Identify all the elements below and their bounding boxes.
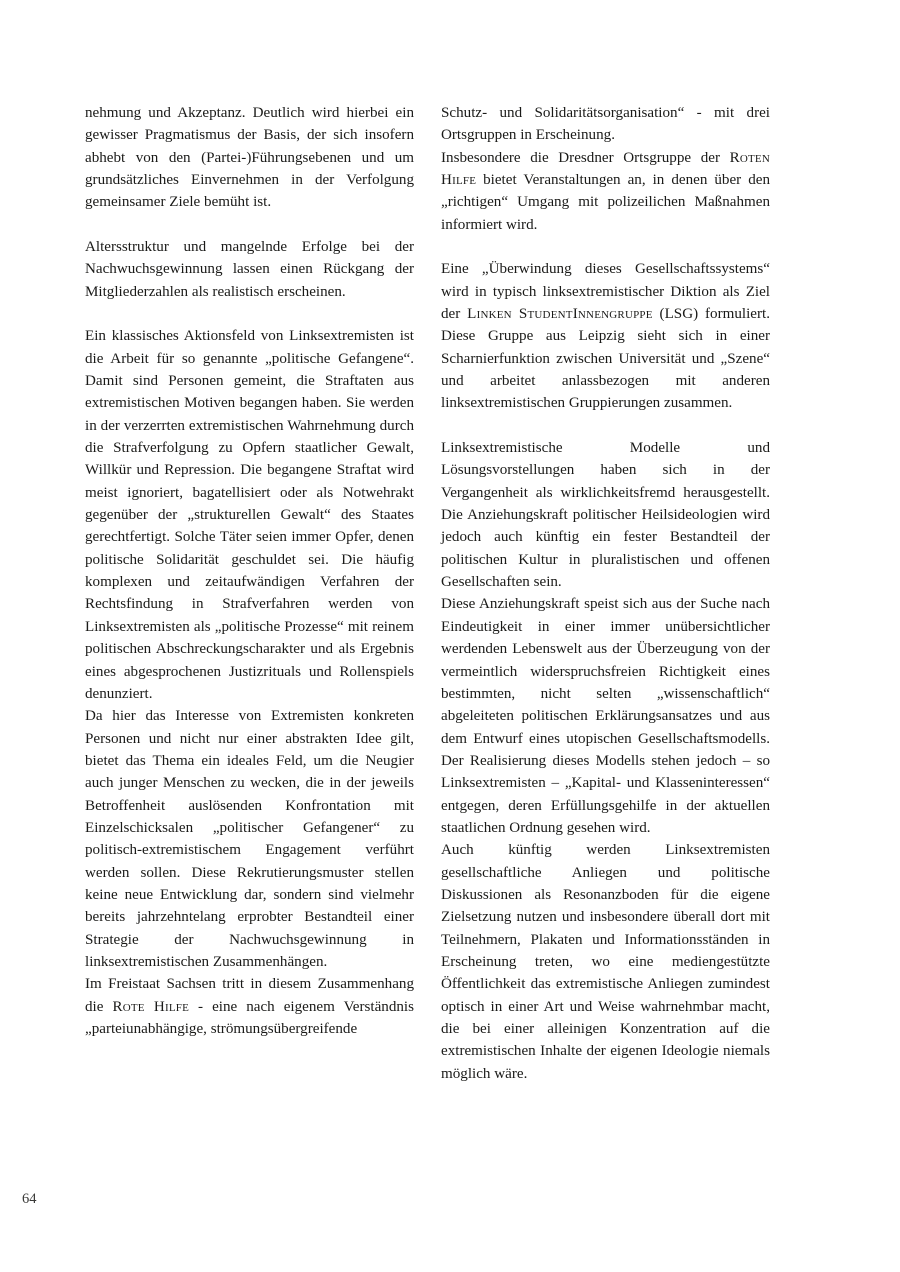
paragraph-left-2: Altersstruktur und mangelnde Erfolge bei der Nachwuchsgewinnung lassen einen Rückgang der Mitgliederzahlen als realistisch erscheinen.	[85, 239, 414, 300]
paragraph-right-1-text-before: Schutz- und Solidaritätsorganisation“ - mit drei Ortsgruppen in Erscheinung.	[441, 105, 770, 144]
organisation-name-rote-hilfe: Rote Hilfe	[112, 998, 190, 1015]
organisation-name-linken-studentinnengruppe: Linken StudentInnengruppe	[467, 306, 653, 323]
paragraph-right-2	[441, 258, 770, 414]
paragraph-right-5: Auch künftig werden Linksextremisten gesellschaftliche Anliegen und politische Diskussionen als Resonanzboden für die eigene Zielsetzung nutzen und insbesondere überall dort mit Teilnehmern, Plakaten und Informationsständen in Erscheinung treten, wo eine mediengestützte Öffentlichkeit das extremistische Anliegen zumindest optisch in einer Art und Weise wahrnehmbar macht, die bei einer alleinigen Konzentration auf die extremistischen Inhalte der eigenen Ideologie niemals möglich wäre.	[441, 842, 770, 1082]
paragraph-left-3: Ein klassisches Aktionsfeld von Linksextremisten ist die Arbeit für so genannte „politische Gefangene“. Damit sind Personen gemeint, die Straftaten aus extremistischen Motiven begangen haben. Sie werden in der verzerrten extremistischen Wahrnehmung durch die Strafverfolgung zu Opfern staatlicher Gewalt, Willkür und Repression. Die begangene Straftat wird meist ignoriert, bagatellisiert oder als Notwehrakt gegenüber der „strukturellen Gewalt“ des Staates gerechtfertigt. Solche Täter seien immer Opfer, denen politische Solidarität geschuldet sei. Die häufig komplexen und zeitaufwändigen Verfahren der Rechtsfindung in Strafverfahren werden von Linksextremisten als „politische Prozesse“ mit reinem politischen Abschreckungscharakter und als Ergebnis eines abgesprochenen Justizrituals und Rollenspiels denunziert.	[85, 328, 414, 702]
paragraph-right-1	[441, 102, 770, 236]
paragraph-right-2-text-after: (LSG) formuliert. Diese Gruppe aus Leipzig sieht sich in einer Scharnierfunktion zwischen Universität und „Szene“ und arbeitet anlassbezogen mit anderen linksextremistischen Gruppierungen zusammen.	[441, 306, 770, 412]
paragraph-right-1-text-after: bietet Veranstaltungen an, in denen über den „richtigen“ Umgang mit polizeilichen Maßnahmen informiert wird.	[441, 172, 770, 233]
paragraph-left-5-text-before: Im Freistaat Sachsen tritt in diesem Zusammenhang die	[85, 976, 414, 1015]
paragraph-right-1-text-mid: Insbesondere die Dresdner Ortsgruppe der	[441, 149, 730, 166]
paragraph-left-5	[85, 973, 414, 1040]
organisation-name-roten-hilfe: Roten Hilfe	[441, 149, 770, 189]
paragraph-right-2-text-before: Eine „Überwindung dieses Gesellschaftssystems“ wird in typisch linksextremistischer Diktion als Ziel der	[441, 261, 770, 323]
left-column	[85, 102, 414, 1085]
paragraph-right-3: Linksextremistische Modelle und Lösungsvorstellungen haben sich in der Vergangenheit als wirklichkeitsfremd herausgestellt. Die Anziehungskraft politischer Heilsideologien wird jedoch auch künftig ein fester Bestandteil der politischen Kultur in pluralistischen und offenen Gesellschaften sein.	[441, 440, 770, 591]
paragraph-left-4: Da hier das Interesse von Extremisten konkreten Personen und nicht nur einer abstrakten Idee gilt, bietet das Thema ein ideales Feld, um die Neugier auch junger Menschen zu wecken, die in der jeweils Betroffenheit auslösenden Konfrontation mit Einzelschicksalen „politischer Gefangener“ zu politisch-extremistischem Engagement verführt werden sollen. Diese Rekrutierungsmuster stellen keine neue Entwicklung dar, sondern sind vielmehr bereits jahrzehntelang erprobter Bestandteil einer Strategie der Nachwuchsgewinnung in linksextremistischen Zusammenhängen.	[85, 708, 414, 970]
paragraph-left-5-text-after: - eine nach eigenem Verständnis „parteiunabhängige, strömungsübergreifende	[85, 998, 414, 1037]
paragraph-right-4: Diese Anziehungskraft speist sich aus der Suche nach Eindeutigkeit in einer immer unübersichtlicher werdenden Lebenswelt aus der Überzeugung von der vermeintlich widerspruchsfreien Richtigkeit eines bestimmten, nicht selten „wissenschaftlich“ abgeleiteten politischen Erklärungsansatzes und aus dem Entwurf eines utopischen Gesellschaftsmodells. Der Realisierung dieses Modells stehen jedoch – so Linksextremisten – „Kapital- und Klasseninteressen“ entgegen, deren Erfüllungsgehilfe in der aktuellen staatlichen Ordnung gesehen wird.	[441, 596, 770, 836]
page-number: 64	[22, 1191, 37, 1207]
right-column	[441, 102, 770, 1085]
two-column-text-body	[85, 102, 785, 1085]
paragraph-left-1: nehmung und Akzeptanz. Deutlich wird hierbei ein gewisser Pragmatismus der Basis, der sich insofern abhebt von den (Partei-)Führungsebenen und um grundsätzliches Einvernehmen in der Verfolgung gemeinsamer Ziele bemüht ist.	[85, 105, 414, 211]
